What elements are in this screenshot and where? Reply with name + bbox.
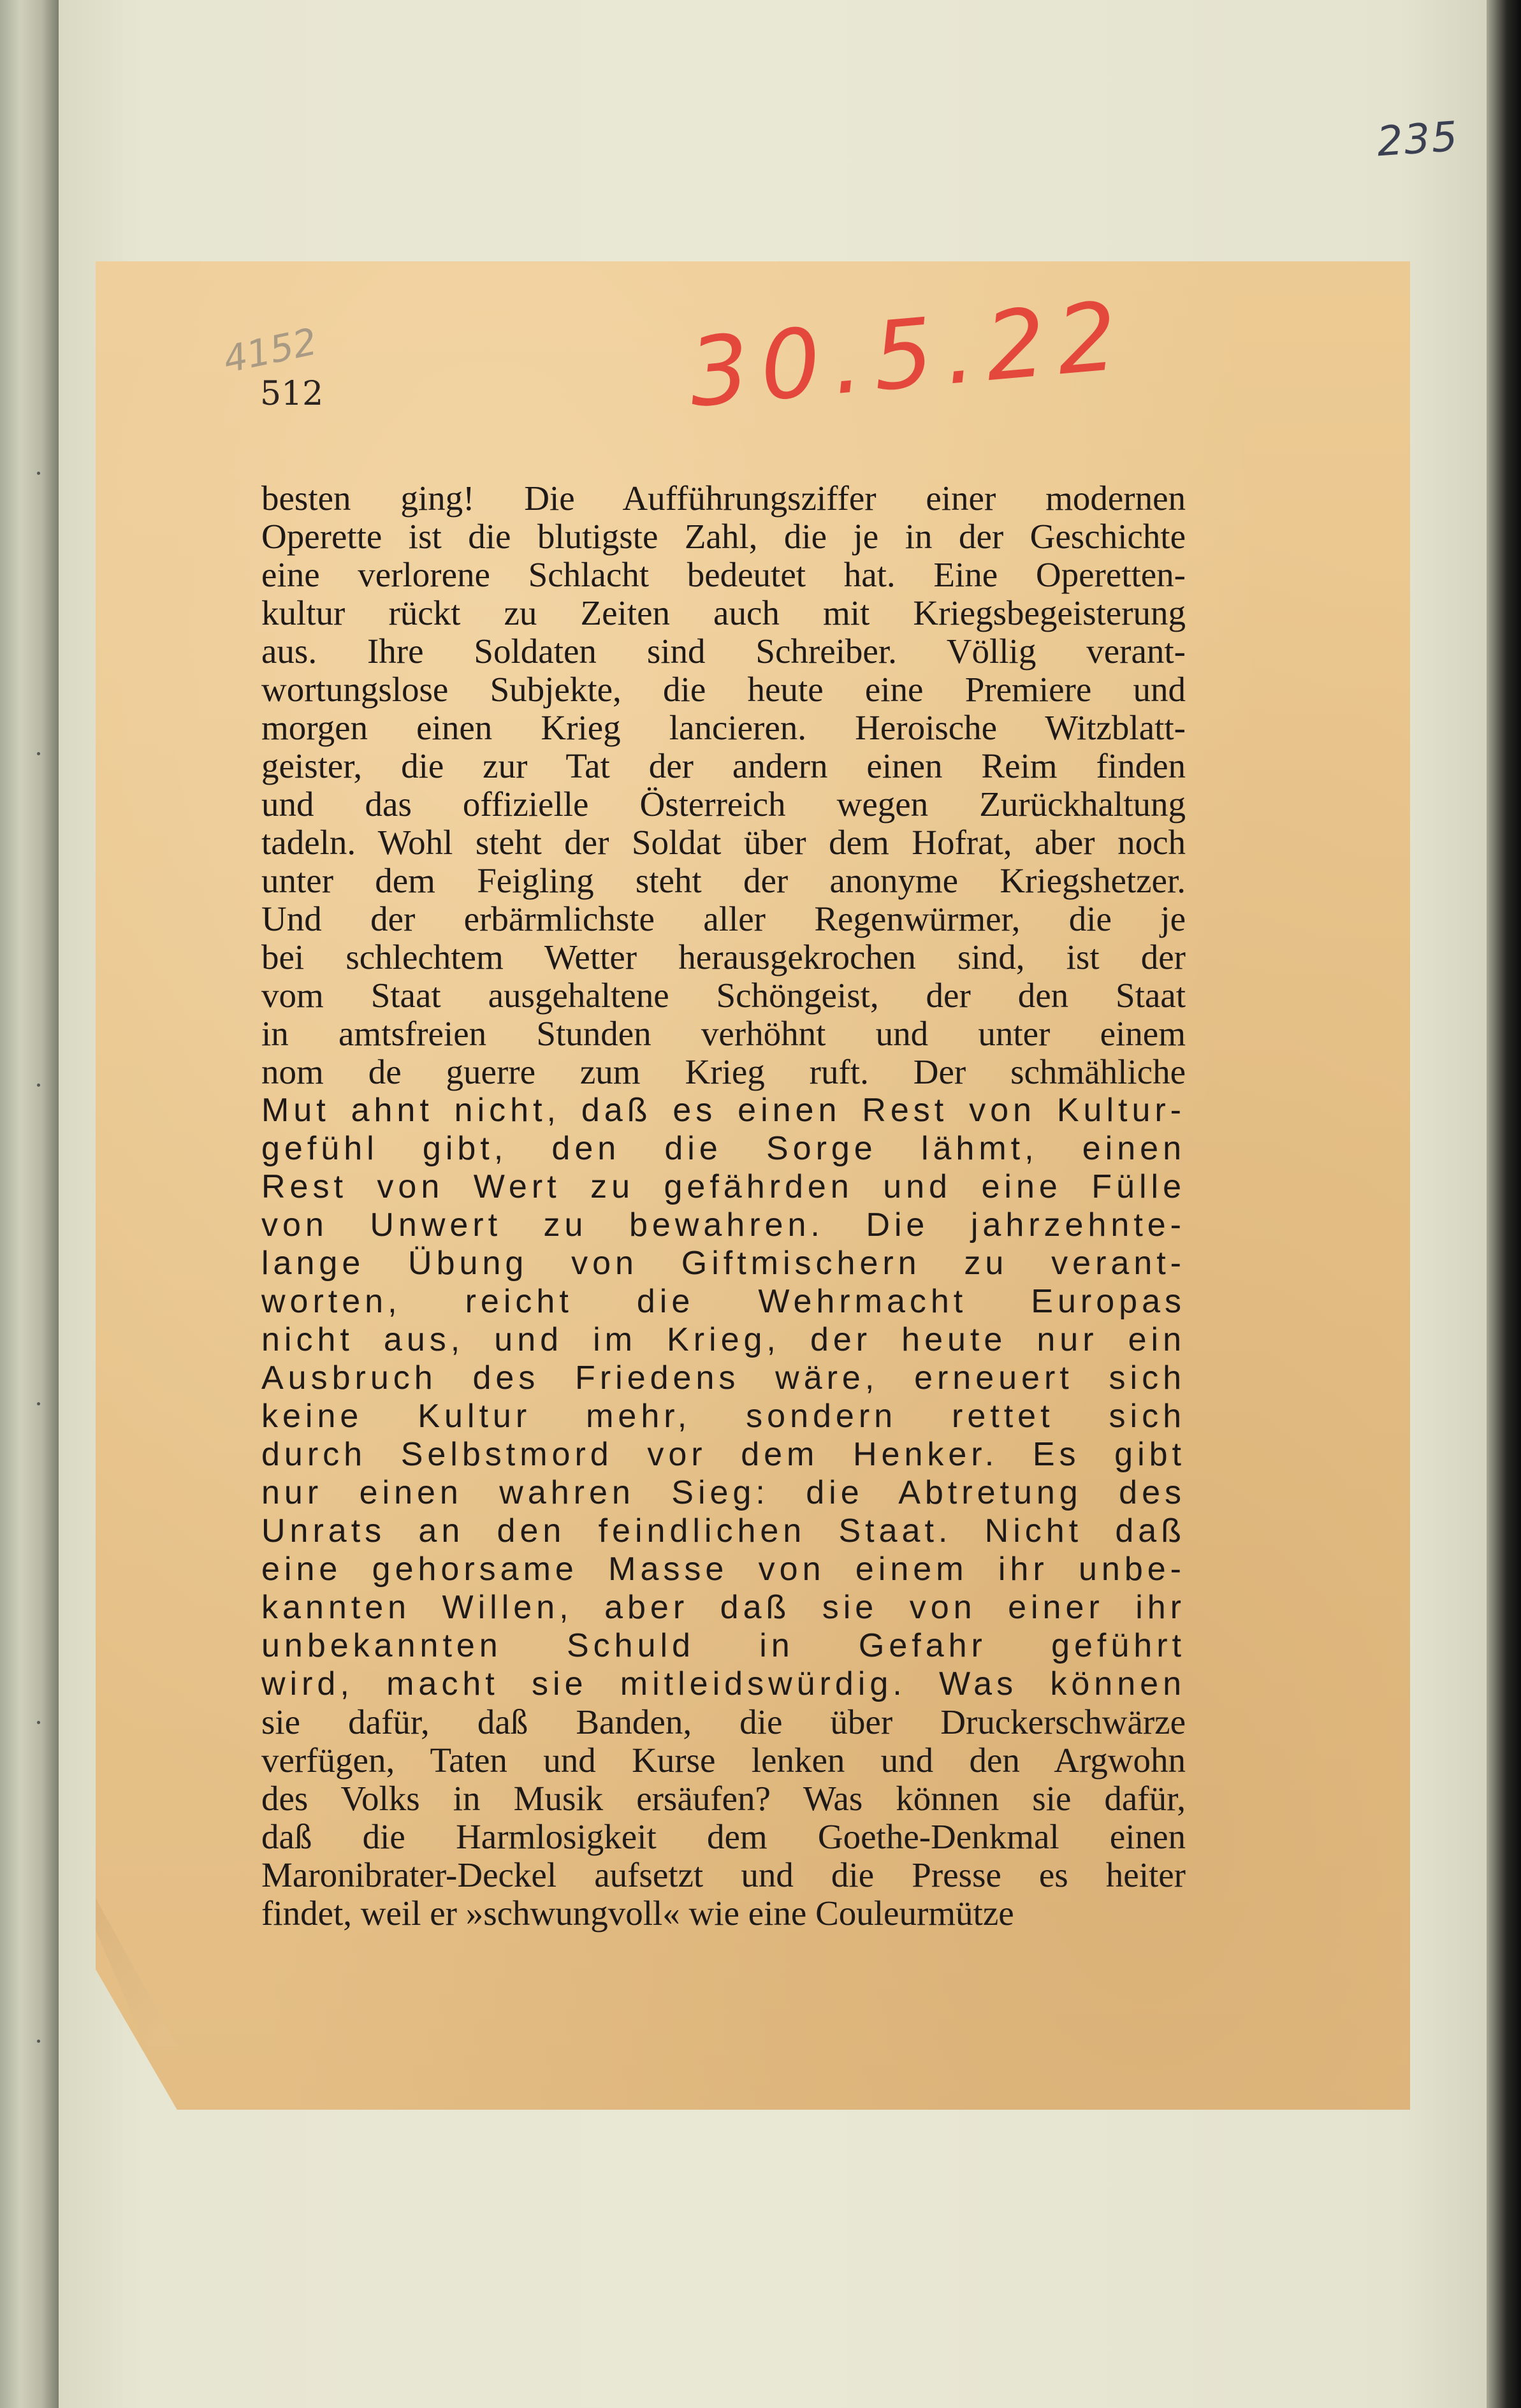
- text-line: durch Selbstmord vor dem Henker. Es gibt: [261, 1436, 1186, 1473]
- text-line: Rest von Wert zu gefährden und eine Fülle: [261, 1168, 1186, 1205]
- text-line: Und der erbärmlichste aller Regenwürmer, die je: [261, 899, 1186, 938]
- page-right-edge: [1487, 0, 1521, 2408]
- text-line: unter dem Feigling steht der anonyme Kriegshetzer.: [261, 861, 1186, 900]
- text-line: gefühl gibt, den die Sorge lähmt, einen: [261, 1130, 1186, 1167]
- text-line: wird, macht sie mitleidswürdig. Was können: [261, 1665, 1186, 1702]
- text-line: sie dafür, daß Banden, die über Druckerschwärze: [261, 1702, 1186, 1741]
- text-line: aus. Ihre Soldaten sind Schreiber. Völlig verant-: [261, 632, 1186, 671]
- text-line: tadeln. Wohl steht der Soldat über dem Hofrat, aber noch: [261, 823, 1186, 862]
- text-line: eine verlorene Schlacht bedeutet hat. Eine Operetten-: [261, 555, 1186, 594]
- text-line: morgen einen Krieg lancieren. Heroische Witzblatt-: [261, 708, 1186, 747]
- text-line: lange Übung von Giftmischern zu verant-: [261, 1245, 1186, 1282]
- text-line: kannten Willen, aber daß sie von einer ihr: [261, 1589, 1186, 1626]
- article-text: [261, 479, 1186, 1933]
- text-line: nur einen wahren Sieg: die Abtretung des: [261, 1474, 1186, 1511]
- text-line: verfügen, Taten und Kurse lenken und den Argwohn: [261, 1741, 1186, 1780]
- text-line: in amtsfreien Stunden verhöhnt und unter einem: [261, 1014, 1186, 1053]
- text-line: nom de guerre zum Krieg ruft. Der schmähliche: [261, 1052, 1186, 1091]
- text-line: keine Kultur mehr, sondern rettet sich: [261, 1398, 1186, 1435]
- folio-number: 235: [1375, 113, 1460, 166]
- text-line: findet, weil er »schwungvoll« wie eine Couleurmütze: [261, 1894, 1014, 1933]
- handwritten-date: 30.5.22: [684, 280, 1133, 428]
- text-line: daß die Harmlosigkeit dem Goethe-Denkmal einen: [261, 1817, 1186, 1856]
- text-line: nicht aus, und im Krieg, der heute nur ein: [261, 1321, 1186, 1358]
- text-line: wortungslose Subjekte, die heute eine Premiere und: [261, 670, 1186, 709]
- margin-ticks: [37, 0, 41, 2408]
- text-line: des Volks in Musik ersäufen? Was können sie dafür,: [261, 1779, 1186, 1818]
- text-line: Unrats an den feindlichen Staat. Nicht daß: [261, 1512, 1186, 1549]
- text-line: Mut ahnt nicht, daß es einen Rest von Kultur-: [261, 1092, 1186, 1129]
- text-line: vom Staat ausgehaltene Schöngeist, der den Staat: [261, 976, 1186, 1015]
- text-line: Maronibrater-Deckel aufsetzt und die Presse es heiter: [261, 1855, 1186, 1894]
- text-line: Ausbruch des Friedens wäre, erneuert sich: [261, 1360, 1186, 1396]
- text-line: geister, die zur Tat der andern einen Reim finden: [261, 746, 1186, 785]
- text-line: und das offizielle Österreich wegen Zurückhaltung: [261, 785, 1186, 823]
- book-binding-edge: [0, 0, 59, 2408]
- pencil-annotation: 4152: [219, 319, 321, 382]
- text-line: von Unwert zu bewahren. Die jahrzehnte-: [261, 1207, 1186, 1244]
- text-line: unbekannten Schuld in Gefahr geführt: [261, 1627, 1186, 1664]
- text-line: Operette ist die blutigste Zahl, die je in der Geschichte: [261, 517, 1186, 556]
- clipping-page-number: 512: [260, 375, 324, 413]
- text-line: worten, reicht die Wehrmacht Europas: [261, 1283, 1186, 1320]
- text-line: eine gehorsame Masse von einem ihr unbe-: [261, 1551, 1186, 1588]
- text-line: kultur rückt zu Zeiten auch mit Kriegsbegeisterung: [261, 593, 1186, 632]
- text-line: bei schlechtem Wetter herausgekrochen sind, ist der: [261, 938, 1186, 976]
- text-line: besten ging! Die Aufführungsziffer einer modernen: [261, 479, 1186, 518]
